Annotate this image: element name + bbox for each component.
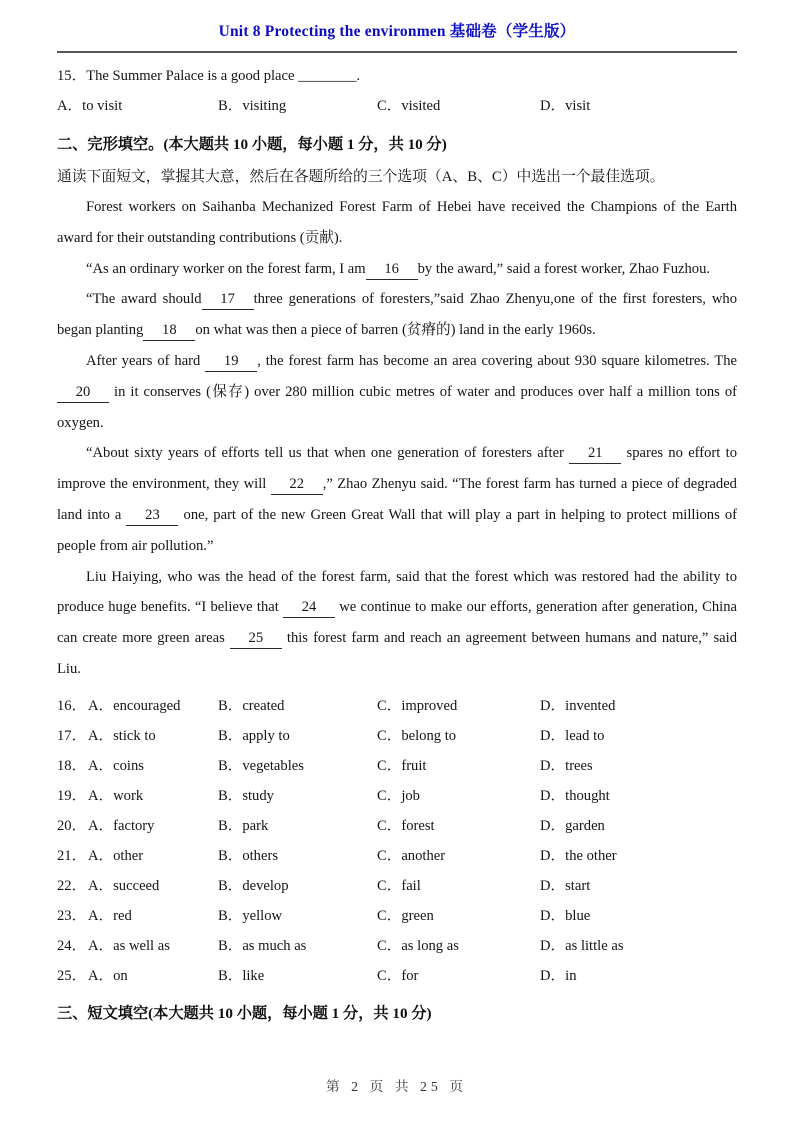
section-2-heading: 二、完形填空。(本大题共 10 小题，每小题 1 分，共 10 分): [57, 136, 447, 153]
option-a: A．other: [88, 848, 144, 865]
passage-paragraph: “The award should 17 three generations of foresters,”said Zhao Zhenyu,one of the first foresters, who began planting 18 on what was then a piece of barren (贫瘠的) land in the early 1960s.: [57, 284, 737, 346]
cloze-blank-17: 17: [202, 289, 254, 310]
question-15-option-d: D．visit: [540, 98, 591, 114]
option-d: D．blue: [540, 908, 591, 925]
question-15-option-b: B．visiting: [218, 98, 287, 114]
cloze-question-row: [57, 930, 737, 960]
option-a: A．red: [88, 908, 132, 925]
option-c: C．fruit: [377, 758, 427, 775]
question-15-options-row: [57, 96, 737, 117]
header-divider: [57, 51, 737, 53]
question-15-option-c: C．visited: [377, 98, 441, 114]
option-c: C．another: [377, 848, 446, 865]
question-number: 23．: [57, 908, 87, 925]
option-b: B．others: [218, 848, 278, 865]
cloze-question-row: [57, 810, 737, 840]
cloze-blank-23: 23: [126, 505, 178, 526]
option-c: C．belong to: [377, 728, 457, 745]
cloze-question-row: [57, 720, 737, 750]
passage-paragraph: “As an ordinary worker on the forest farm, I am 16 by the award,” said a forest worker, Zhao Fuzhou.: [57, 254, 737, 285]
option-d: D．as little as: [540, 938, 624, 955]
option-c: C．fail: [377, 878, 421, 895]
option-a: A．succeed: [88, 878, 160, 895]
question-15-stem: 15．The Summer Palace is a good place ________.: [57, 68, 361, 84]
option-d: D．in: [540, 968, 577, 985]
option-a: A．factory: [88, 818, 155, 835]
passage-paragraph: Liu Haiying, who was the head of the forest farm, said that the forest which was restored had the ability to produce huge benefits. “I believe that 24 we continue to make our efforts, generation after generation, China can create more green areas 25 this forest farm and reach an agreement between humans and nature,” said Liu.: [57, 568, 737, 677]
option-d: D．the other: [540, 848, 617, 865]
question-number: 19．: [57, 788, 87, 805]
option-a: A．as well as: [88, 938, 170, 955]
question-number: 21．: [57, 848, 87, 865]
option-d: D．garden: [540, 818, 605, 835]
option-a: A．encouraged: [88, 698, 181, 715]
option-c: C．green: [377, 908, 434, 925]
question-number: 24．: [57, 938, 87, 955]
option-d: D．start: [540, 878, 591, 895]
option-c: C．forest: [377, 818, 435, 835]
cloze-questions-list: [57, 690, 737, 990]
page-footer: 第 2 页 共 25 页: [325, 1079, 468, 1094]
option-b: B．vegetables: [218, 758, 304, 775]
option-b: B．created: [218, 698, 285, 715]
question-15-option-a: A．to visit: [57, 98, 123, 114]
option-b: B．yellow: [218, 908, 283, 925]
cloze-question-row: [57, 690, 737, 720]
cloze-question-row: [57, 960, 737, 990]
option-b: B．apply to: [218, 728, 290, 745]
option-d: D．trees: [540, 758, 593, 775]
passage-paragraph: After years of hard 19 , the forest farm has become an area covering about 930 square kilometres. The 20 in it conserves (保存) over 280 million cubic metres of water and produces over half a million tons of oxygen.: [57, 352, 738, 431]
cloze-question-row: [57, 840, 737, 870]
option-a: A．on: [88, 968, 128, 985]
option-b: B．park: [218, 818, 269, 835]
question-number: 25．: [57, 968, 87, 985]
option-d: D．thought: [540, 788, 610, 805]
option-b: B．develop: [218, 878, 289, 895]
section-2-instruction: 通读下面短文，掌握其大意，然后在各题所给的三个选项（A、B、C）中选出一个最佳选项。: [57, 169, 665, 185]
passage-paragraph: “About sixty years of efforts tell us that when one generation of foresters after 21 spares no effort to improve the environment, they will 22 ,” Zhao Zhenyu said. “The forest farm has turned a piece of degraded land into a 23 one, part of the new Green Great Wall that will play a part in helping to protect millions of people from air pollution.”: [57, 445, 737, 554]
question-number: 20．: [57, 818, 87, 835]
page-title: Unit 8 Protecting the environmen 基础卷（学生版）: [218, 23, 576, 40]
option-c: C．as long as: [377, 938, 459, 955]
question-number: 22．: [57, 878, 87, 895]
section-3-heading: 三、短文填空(本大题共 10 小题，每小题 1 分，共 10 分): [57, 1004, 432, 1022]
cloze-question-row: [57, 900, 737, 930]
cloze-question-row: [57, 870, 737, 900]
option-c: C．for: [377, 968, 419, 985]
cloze-passage: [57, 192, 737, 685]
option-a: A．work: [88, 788, 144, 805]
option-d: D．invented: [540, 698, 616, 715]
passage-paragraph: Forest workers on Saihanba Mechanized Forest Farm of Hebei have received the Champions of the Earth award for their outstanding contributions (贡献).: [57, 199, 737, 246]
option-c: C．improved: [377, 698, 458, 715]
cloze-question-row: [57, 750, 737, 780]
cloze-blank-24: 24: [283, 597, 335, 618]
cloze-blank-19: 19: [205, 351, 257, 372]
question-number: 16．: [57, 698, 87, 715]
option-a: A．stick to: [88, 728, 156, 745]
option-b: B．study: [218, 788, 274, 805]
cloze-blank-21: 21: [569, 443, 621, 464]
option-a: A．coins: [88, 758, 144, 775]
option-b: B．as much as: [218, 938, 307, 955]
question-number: 17．: [57, 728, 87, 745]
cloze-blank-25: 25: [230, 628, 282, 649]
option-d: D．lead to: [540, 728, 605, 745]
cloze-question-row: [57, 780, 737, 810]
option-b: B．like: [218, 968, 265, 985]
cloze-blank-18: 18: [143, 320, 195, 341]
cloze-blank-22: 22: [271, 474, 323, 495]
cloze-blank-20: 20: [57, 382, 109, 403]
cloze-blank-16: 16: [366, 259, 418, 280]
question-number: 18．: [57, 758, 87, 775]
option-c: C．job: [377, 788, 420, 805]
